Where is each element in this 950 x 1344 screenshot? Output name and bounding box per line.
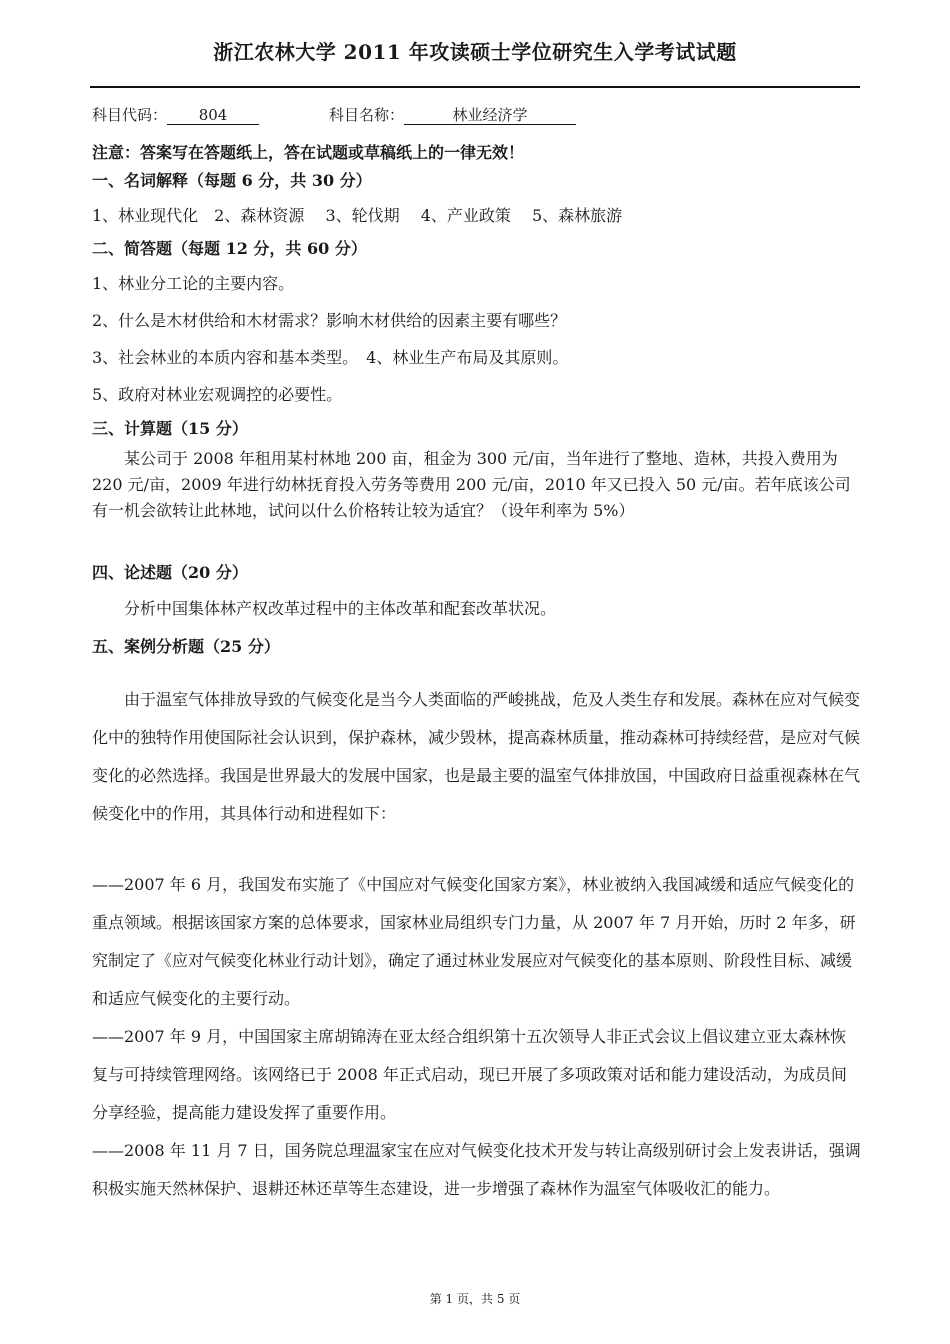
section5-paragraph-4: ——2008 年 11 月 7 日，国务院总理温家宝在应对气候变化技术开发与转让高级别研讨会上发表讲话，强调积极实施天然林保护、退耕还林还草等生态建设，进一步增强了森林作为温室气体吸收汇的能力。 xyxy=(92,1141,861,1198)
section5-paragraph-1: 由于温室气体排放导致的气候变化是当今人类面临的严峻挑战，危及人类生存和发展。森林在应对气候变化中的独特作用使国际社会认识到，保护森林，减少毁林，提高森林质量，推动森林可持续经营，是应对气候变化的必然选择。我国是世界最大的发展中国家，也是最主要的温室气体排放国，中国政府日益重视森林在气候变化中的作用，其具体行动和进程如下： xyxy=(92,690,861,823)
section5-paragraph-2: ——2007 年 6 月，我国发布实施了《中国应对气候变化国家方案》，林业被纳入我国减缓和适应气候变化的重点领域。根据该国家方案的总体要求，国家林业局组织专门力量，从 2007 年 7 月开始，历时 2 年多，研究制定了《应对气候变化林业行动计划》，确定了通过林业发展应对气候变化的基本原则、阶段性目标、减缓和适应气候变化的主要行动。 xyxy=(92,875,856,1008)
subject-code-value: 804 xyxy=(167,106,259,125)
section2-question-2: 2、什么是木材供给和木材需求？影响木材供给的因素主要有哪些？ xyxy=(92,311,567,330)
header-divider xyxy=(90,86,860,88)
page-number: 第 1 页，共 5 页 xyxy=(429,1292,521,1306)
subject-name-value: 林业经济学 xyxy=(404,106,576,125)
section2-question-3-4: 3、社会林业的本质内容和基本类型。 4、林业生产布局及其原则。 xyxy=(92,348,569,367)
section4-body: 分析中国集体林产权改革过程中的主体改革和配套改革状况。 xyxy=(124,599,557,618)
section5-paragraph-3: ——2007 年 9 月，中国国家主席胡锦涛在亚太经合组织第十五次领导人非正式会议上倡议建立亚太森林恢复与可持续管理网络。该网络已于 2008 年正式启动，现已开展了多项政策对话和能力建设活动，为成员间分享经验，提高能力建设发挥了重要作用。 xyxy=(92,1027,847,1122)
section1-items: 1、林业现代化 2、森林资源 3、轮伐期 4、产业政策 5、森林旅游 xyxy=(92,206,623,225)
section2-question-1: 1、林业分工论的主要内容。 xyxy=(92,274,295,293)
section1-heading: 一、名词解释（每题 6 分，共 30 分） xyxy=(92,171,372,190)
section3-heading: 三、计算题（15 分） xyxy=(92,419,248,438)
section3-body: 某公司于 2008 年租用某村林地 200 亩，租金为 300 元/亩，当年进行了整地、造林，共投入费用为 220 元/亩，2009 年进行幼林抚育投入劳务等费用 200 元/亩，2010 年又已投入 50 元/亩。若年底该公司有一机会欲转让此林地，试问以什么价格转让较为适宜？（设年利率为 5%） xyxy=(92,449,851,520)
notice: 注意：答案写在答题纸上，答在试题或草稿纸上的一律无效！ xyxy=(92,143,525,162)
subject-code-label: 科目代码： xyxy=(92,106,168,124)
section5-heading: 五、案例分析题（25 分） xyxy=(92,637,280,656)
subject-name-label: 科目名称： xyxy=(329,106,405,124)
section2-heading: 二、简答题（每题 12 分，共 60 分） xyxy=(92,239,367,258)
section4-heading: 四、论述题（20 分） xyxy=(92,563,248,582)
page-title: 浙江农林大学 2011 年攻读硕士学位研究生入学考试试题 xyxy=(213,40,737,64)
section2-question-5: 5、政府对林业宏观调控的必要性。 xyxy=(92,385,343,404)
subject-info-row xyxy=(92,104,576,125)
